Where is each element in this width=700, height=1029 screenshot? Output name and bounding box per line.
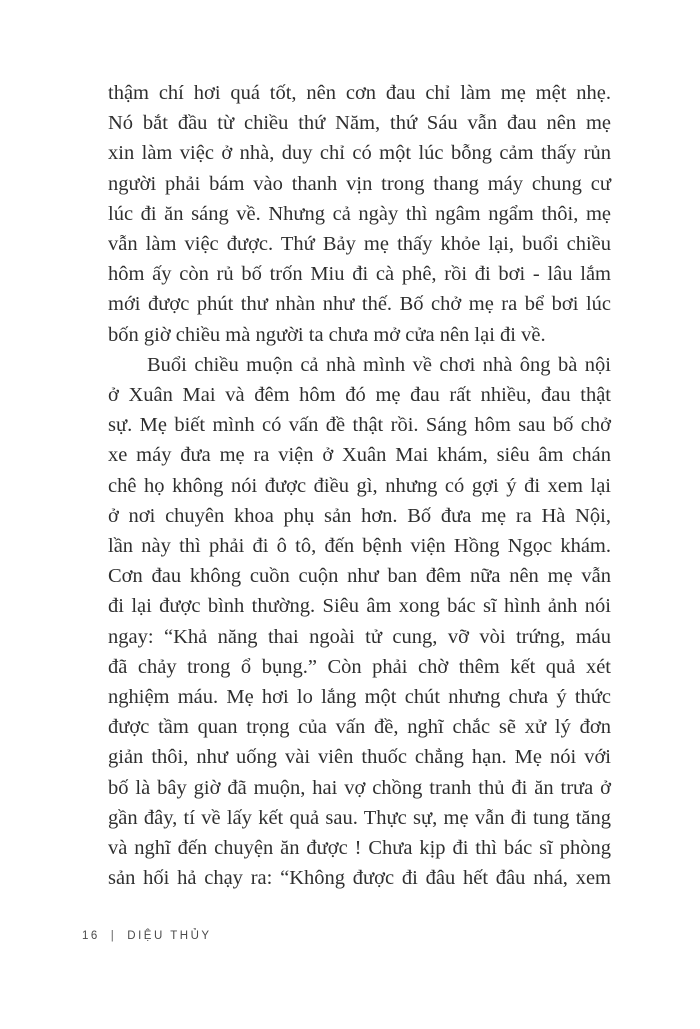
text-line: gần đây, tí về lấy kết quả sau. Thực sự, mẹ vẫn đi tung tăng [108,806,611,829]
text-line: vẫn làm việc được. Thứ Bảy mẹ thấy khỏe lại, buổi chiều [108,233,611,256]
text-line: mới được phút thư nhàn như thế. Bố chở mẹ ra bể bơi lúc [108,293,611,316]
page-number: 16 [82,930,100,942]
text-line: hôm ấy còn rủ bố trốn Miu đi cà phê, rồi đi bơi - lâu lắm [108,263,611,286]
footer-separator: | [110,930,117,942]
text-line: và nghĩ đến chuyện ăn được ! Chưa kịp đi thì bác sĩ phòng [108,837,611,860]
text-line: chê họ không nói được điều gì, nhưng có gợi ý đi xem lại [108,474,611,497]
text-line: được tầm quan trọng của vấn đề, nghĩ chắc sẽ xử lý đơn [108,716,611,739]
text-line: Nó bắt đầu từ chiều thứ Năm, thứ Sáu vẫn đau nên mẹ [108,112,611,135]
text-line: lúc đi ăn sáng về. Nhưng cả ngày thì ngâm ngẩm thôi, mẹ [108,202,611,225]
text-line: ngay: “Khả năng thai ngoài tử cung, vỡ vòi trứng, máu [108,625,611,648]
text-line: ở nơi chuyên khoa phụ sản hơn. Bố đưa mẹ ra Hà Nội, [108,504,611,527]
text-line: đã chảy trong ổ bụng.” Còn phải chờ thêm kết quả xét [108,655,611,678]
text-line: thậm chí hơi quá tốt, nên cơn đau chỉ làm mẹ mệt nhẹ. [108,82,611,104]
text-line: ở Xuân Mai và đêm hôm đó mẹ đau rất nhiều, đau thật [108,384,611,407]
text-line: xin làm việc ở nhà, duy chỉ có một lúc bỗng cảm thấy rủn [108,142,611,165]
text-line: bố là bây giờ đã muộn, hai vợ chồng tranh thủ đi ăn trưa ở [108,776,611,799]
page-footer [82,930,212,942]
text-line: Cơn đau không cuồn cuộn như ban đêm nữa nên mẹ vẫn [108,565,611,588]
text-line: sản hối hả chạy ra: “Không được đi đâu hết đâu nhá, xem [108,867,611,890]
text-line: Buổi chiều muộn cả nhà mình về chơi nhà ông bà nội [147,353,611,376]
text-line: xe máy đưa mẹ ra viện ở Xuân Mai khám, siêu âm chán [108,444,611,467]
text-line: lần này thì phải đi ô tô, đến bệnh viện Hồng Ngọc khám. [108,535,611,558]
author-name: DIỆU THỦY [127,930,212,942]
text-line: đi lại được bình thường. Siêu âm xong bác sĩ hình ảnh nói [108,595,611,618]
text-line: nghiệm máu. Mẹ hơi lo lắng một chút nhưng chưa ý thức [108,686,611,709]
text-line: người phải bám vào thanh vịn trong thang máy chung cư [108,172,611,195]
page-text [108,78,611,893]
text-line: giản thôi, như uống vài viên thuốc chẳng hạn. Mẹ nói với [108,746,611,769]
text-line: sự. Mẹ biết mình có vấn đề thật rồi. Sáng hôm sau bố chở [108,414,611,437]
text-line: bốn giờ chiều mà người ta chưa mở cửa nên lại đi về. [108,323,546,346]
